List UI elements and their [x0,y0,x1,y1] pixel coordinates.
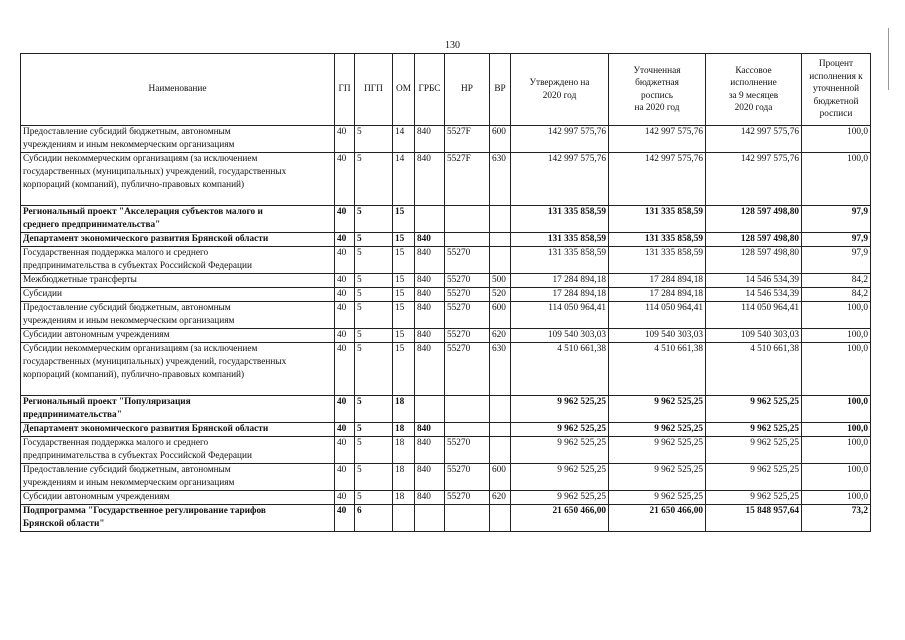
cell-cash: 9 962 525,25 [706,437,802,464]
cell-refined: 17 284 894,18 [609,274,706,288]
cell-percent: 100,0 [802,302,871,329]
cell-grbs: 840 [415,437,445,464]
cell-cash: 14 546 534,39 [706,274,802,288]
cell-pp: 5 [355,206,393,233]
header-grbs: ГРБС [415,54,445,126]
cell-om: 15 [393,274,415,288]
table-row [21,329,871,343]
cell-gp: 40 [335,396,355,423]
cell-name-line: учреждениям и иным некоммерческим организациям [23,478,235,488]
cell-np [445,505,490,532]
cell-om: 15 [393,288,415,302]
cell-refined: 17 284 894,18 [609,288,706,302]
cell-percent: 84,2 [802,274,871,288]
header-line: исполнение [730,78,777,88]
header-line: роспись [641,90,673,101]
cell-name [21,302,335,329]
cell-vr [490,206,511,233]
cell-name [21,505,335,532]
header-line: Утверждено на [529,78,590,88]
cell-np: 55270 [445,329,490,343]
cell-percent: 100,0 [802,437,871,464]
cell-pp: 5 [355,396,393,423]
table-row [21,423,871,437]
cell-name-line [23,382,332,395]
cell-approved: 131 335 858,59 [511,206,609,233]
cell-pp: 5 [355,491,393,505]
cell-vr: 500 [490,274,511,288]
header-line: бюджетной [813,96,859,107]
cell-name-line: Предоставление субсидий бюджетным, автономным [23,127,231,137]
header-vr: ВР [490,54,511,126]
cell-refined: 21 650 466,00 [609,505,706,532]
cell-refined: 142 997 575,76 [609,126,706,153]
cell-vr: 600 [490,302,511,329]
cell-refined: 4 510 661,38 [609,343,706,396]
cell-name-line: предпринимательства" [23,410,122,420]
cell-vr: 600 [490,126,511,153]
cell-name [21,247,335,274]
cell-name-line: Субсидии автономным учреждениям [23,492,170,502]
cell-vr: 520 [490,288,511,302]
header-line: Процент [818,59,854,70]
cell-pp: 5 [355,423,393,437]
cell-grbs: 840 [415,329,445,343]
header-gp: ГП [335,54,355,126]
cell-np [445,423,490,437]
cell-gp: 40 [335,274,355,288]
header-approved [511,54,609,126]
cell-om: 15 [393,302,415,329]
page-number: 130 [445,40,460,51]
cell-cash: 142 997 575,76 [706,126,802,153]
cell-name-line: Департамент экономического развития Брянской области [23,234,269,244]
cell-grbs: 840 [415,126,445,153]
cell-approved: 4 510 661,38 [511,343,609,396]
cell-name-line: учреждениям и иным некоммерческим организациям [23,140,235,150]
cell-np [445,396,490,423]
cell-vr [490,505,511,532]
header-line: Уточненная [633,65,681,76]
cell-np [445,233,490,247]
cell-om: 15 [393,233,415,247]
header-line: на 2020 год [634,103,680,113]
cell-percent: 84,2 [802,288,871,302]
cell-om: 18 [393,423,415,437]
cell-pp: 5 [355,153,393,206]
cell-np: 55270 [445,274,490,288]
cell-gp: 40 [335,206,355,233]
cell-name-line: Предоставление субсидий бюджетным, автономным [23,303,231,313]
cell-name-line: Подпрограмма "Государственное регулирование тарифов [23,506,266,516]
cell-name-line: Государственная поддержка малого и среднего [23,438,209,448]
header-line: исполнения к [809,71,863,82]
cell-approved: 131 335 858,59 [511,247,609,274]
cell-approved: 9 962 525,25 [511,491,609,505]
cell-approved: 17 284 894,18 [511,274,609,288]
header-line: Кассовое [735,65,772,76]
cell-np: 55270 [445,437,490,464]
cell-name-line: предпринимательства в субъектах Российской Федерации [23,261,252,271]
cell-gp: 40 [335,126,355,153]
cell-percent: 100,0 [802,464,871,491]
cell-approved: 142 997 575,76 [511,153,609,206]
header-line: бюджетная [635,78,679,88]
cell-name [21,206,335,233]
cell-name-line: Предоставление субсидий бюджетным, автономным [23,465,231,475]
cell-refined: 9 962 525,25 [609,396,706,423]
cell-name [21,437,335,464]
cell-refined: 142 997 575,76 [609,153,706,206]
header-line: 2020 года [734,103,773,113]
table-row [21,505,871,532]
cell-np: 5527F [445,153,490,206]
cell-name-line: учреждениям и иным некоммерческим организациям [23,316,235,326]
cell-grbs: 840 [415,423,445,437]
cell-percent: 73,2 [802,505,871,532]
cell-percent: 100,0 [802,491,871,505]
cell-percent: 97,9 [802,233,871,247]
cell-cash: 128 597 498,80 [706,233,802,247]
cell-name [21,343,335,396]
cell-gp: 40 [335,437,355,464]
header-name: Наименование [21,54,335,126]
cell-gp: 40 [335,505,355,532]
cell-approved: 9 962 525,25 [511,423,609,437]
cell-np: 55270 [445,302,490,329]
cell-refined: 131 335 858,59 [609,247,706,274]
cell-percent: 97,9 [802,206,871,233]
header-line: уточненной [812,84,860,95]
cell-gp: 40 [335,288,355,302]
cell-vr [490,247,511,274]
cell-vr: 620 [490,329,511,343]
cell-refined: 114 050 964,41 [609,302,706,329]
table-row [21,247,871,274]
cell-refined: 9 962 525,25 [609,464,706,491]
cell-cash: 9 962 525,25 [706,464,802,491]
cell-name-line: среднего предпринимательства" [23,220,161,230]
cell-refined: 131 335 858,59 [609,206,706,233]
cell-om: 18 [393,396,415,423]
table-row [21,302,871,329]
header-cash [706,54,802,126]
cell-cash: 14 546 534,39 [706,288,802,302]
table-header-row [21,54,871,126]
cell-name [21,233,335,247]
cell-approved: 109 540 303,03 [511,329,609,343]
cell-name-line: государственных (муниципальных) учреждений, государственных [23,357,287,367]
table-row [21,491,871,505]
table-body [21,126,871,532]
cell-grbs: 840 [415,343,445,396]
cell-cash: 142 997 575,76 [706,153,802,206]
cell-cash: 9 962 525,25 [706,396,802,423]
cell-name-line: предпринимательства в субъектах Российской Федерации [23,451,252,461]
cell-refined: 131 335 858,59 [609,233,706,247]
header-refined [609,54,706,126]
cell-percent: 100,0 [802,126,871,153]
cell-om: 15 [393,247,415,274]
cell-approved: 9 962 525,25 [511,396,609,423]
cell-np: 55270 [445,343,490,396]
cell-name-line: Субсидии некоммерческим организациям (за исключением [23,154,258,164]
cell-pp: 6 [355,505,393,532]
cell-approved: 9 962 525,25 [511,437,609,464]
cell-refined: 9 962 525,25 [609,491,706,505]
cell-name-line: Субсидии некоммерческим организациям (за исключением [23,344,258,354]
header-percent [802,54,871,126]
cell-cash: 9 962 525,25 [706,423,802,437]
cell-name [21,329,335,343]
table-row [21,233,871,247]
header-ppgp: ПГП [355,54,393,126]
cell-om: 18 [393,491,415,505]
header-om: ОМ [393,54,415,126]
cell-grbs: 840 [415,288,445,302]
cell-grbs: 840 [415,464,445,491]
header-line: росписи [819,109,853,120]
cell-np [445,206,490,233]
cell-name-line: корпораций (компаний), публично-правовых компаний) [23,180,245,190]
cell-cash: 9 962 525,25 [706,491,802,505]
cell-percent: 100,0 [802,329,871,343]
table-row [21,343,871,396]
cell-vr [490,437,511,464]
cell-name [21,126,335,153]
cell-grbs [415,396,445,423]
cell-gp: 40 [335,329,355,343]
cell-percent: 97,9 [802,247,871,274]
cell-name [21,423,335,437]
cell-name-line: Департамент экономического развития Брянской области [23,424,269,434]
cell-vr [490,233,511,247]
cell-cash: 4 510 661,38 [706,343,802,396]
cell-approved: 114 050 964,41 [511,302,609,329]
table-row [21,274,871,288]
cell-cash: 114 050 964,41 [706,302,802,329]
cell-vr: 630 [490,343,511,396]
cell-om: 15 [393,343,415,396]
cell-om: 18 [393,437,415,464]
cell-approved: 142 997 575,76 [511,126,609,153]
cell-pp: 5 [355,343,393,396]
cell-pp: 5 [355,464,393,491]
table-row [21,464,871,491]
cell-grbs: 840 [415,491,445,505]
cell-percent: 100,0 [802,343,871,396]
cell-cash: 128 597 498,80 [706,206,802,233]
budget-table [20,53,871,532]
cell-grbs [415,505,445,532]
cell-name-line: Региональный проект "Акселерация субъектов малого и [23,207,263,217]
cell-om: 15 [393,206,415,233]
cell-grbs: 840 [415,233,445,247]
cell-name-line: Субсидии [23,289,63,299]
cell-np: 55270 [445,491,490,505]
cell-name-line [23,192,332,205]
table-row [21,153,871,206]
cell-pp: 5 [355,233,393,247]
cell-np: 55270 [445,288,490,302]
cell-refined: 9 962 525,25 [609,437,706,464]
cell-percent: 100,0 [802,153,871,206]
cell-pp: 5 [355,288,393,302]
cell-vr: 600 [490,464,511,491]
cell-gp: 40 [335,153,355,206]
cell-name-line: корпораций (компаний), публично-правовых компаний) [23,370,245,380]
cell-grbs: 840 [415,302,445,329]
cell-name-line: Государственная поддержка малого и среднего [23,248,209,258]
cell-gp: 40 [335,302,355,329]
page-edge-line [888,28,889,90]
cell-om: 18 [393,464,415,491]
cell-vr [490,396,511,423]
cell-name [21,153,335,206]
cell-pp: 5 [355,329,393,343]
cell-grbs: 840 [415,274,445,288]
cell-om [393,505,415,532]
cell-percent: 100,0 [802,396,871,423]
cell-vr: 630 [490,153,511,206]
cell-grbs: 840 [415,153,445,206]
cell-om: 14 [393,126,415,153]
cell-name-line: Региональный проект "Популяризация [23,397,191,407]
header-line: 2020 год [542,90,577,101]
cell-grbs [415,206,445,233]
cell-name-line: Субсидии автономным учреждениям [23,330,170,340]
cell-cash: 15 848 957,64 [706,505,802,532]
cell-cash: 128 597 498,80 [706,247,802,274]
cell-approved: 21 650 466,00 [511,505,609,532]
cell-pp: 5 [355,274,393,288]
cell-om: 15 [393,329,415,343]
cell-pp: 5 [355,437,393,464]
cell-om: 14 [393,153,415,206]
cell-name [21,491,335,505]
table-row [21,396,871,423]
table-row [21,206,871,233]
cell-vr [490,423,511,437]
cell-percent: 100,0 [802,423,871,437]
cell-name [21,288,335,302]
cell-approved: 131 335 858,59 [511,233,609,247]
cell-name-line: государственных (муниципальных) учреждений, государственных [23,167,287,177]
cell-approved: 9 962 525,25 [511,464,609,491]
cell-gp: 40 [335,423,355,437]
cell-grbs: 840 [415,247,445,274]
table-row [21,126,871,153]
cell-np: 5527F [445,126,490,153]
header-line: за 9 месяцев [728,90,779,101]
cell-gp: 40 [335,247,355,274]
cell-np: 55270 [445,247,490,274]
cell-pp: 5 [355,126,393,153]
cell-pp: 5 [355,247,393,274]
cell-gp: 40 [335,491,355,505]
cell-name [21,464,335,491]
cell-name [21,274,335,288]
cell-name-line: Брянской области" [23,519,105,529]
table-row [21,288,871,302]
cell-cash: 109 540 303,03 [706,329,802,343]
table-row [21,437,871,464]
cell-np: 55270 [445,464,490,491]
cell-vr: 620 [490,491,511,505]
cell-refined: 9 962 525,25 [609,423,706,437]
cell-name-line: Межбюджетные трансферты [23,275,137,285]
cell-gp: 40 [335,464,355,491]
cell-pp: 5 [355,302,393,329]
header-np: НР [445,54,490,126]
cell-gp: 40 [335,233,355,247]
cell-approved: 17 284 894,18 [511,288,609,302]
cell-gp: 40 [335,343,355,396]
cell-name [21,396,335,423]
cell-refined: 109 540 303,03 [609,329,706,343]
